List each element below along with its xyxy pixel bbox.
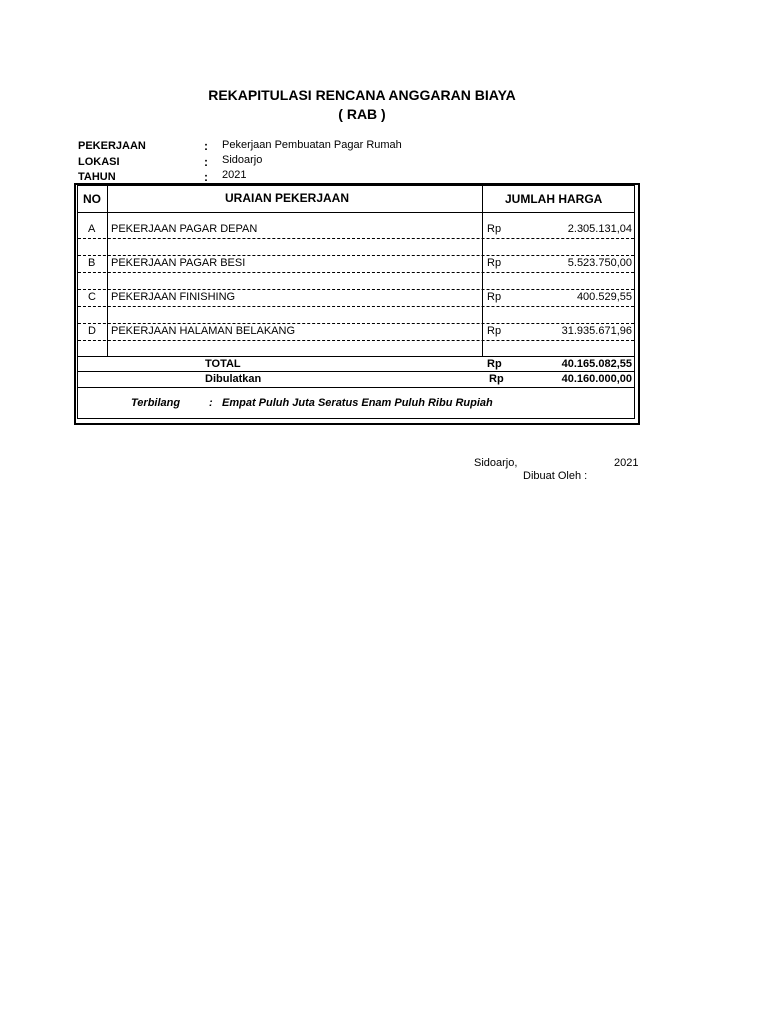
total-label: TOTAL xyxy=(205,358,241,370)
row-divider xyxy=(78,323,634,324)
meta-colon: : xyxy=(204,139,208,153)
rounded-label: Dibulatkan xyxy=(205,373,262,385)
meta-value-tahun: 2021 xyxy=(222,169,247,181)
row-b-currency: Rp xyxy=(487,257,502,269)
meta-colon: : xyxy=(204,170,208,184)
signature-place: Sidoarjo, xyxy=(474,457,518,469)
row-divider xyxy=(78,340,634,341)
row-d-amount: 31.935.671,96 xyxy=(561,325,632,337)
row-a-amount: 2.305.131,04 xyxy=(567,223,632,235)
row-d-no: D xyxy=(88,325,96,337)
row-a-no: A xyxy=(88,223,96,235)
rounded-currency: Rp xyxy=(489,373,504,385)
row-a-uraian: PEKERJAAN PAGAR DEPAN xyxy=(111,223,258,235)
row-divider xyxy=(78,289,634,290)
document-subtitle: ( RAB ) xyxy=(338,106,386,122)
signature-made-by: Dibuat Oleh : xyxy=(523,470,588,482)
total-top-divider xyxy=(77,356,635,357)
total-bottom-divider xyxy=(77,387,635,388)
row-d-uraian: PEKERJAAN HALAMAN BELAKANG xyxy=(111,325,296,337)
row-a-currency: Rp xyxy=(487,223,502,235)
row-divider xyxy=(78,272,634,273)
signature-year: 2021 xyxy=(614,457,639,469)
row-divider xyxy=(78,238,634,239)
terbilang-colon: : xyxy=(209,397,213,409)
meta-label-tahun: TAHUN xyxy=(78,171,116,183)
total-amount: 40.165.082,55 xyxy=(561,358,632,370)
column-divider-jumlah xyxy=(482,185,483,357)
header-uraian: URAIAN PEKERJAAN xyxy=(225,191,350,205)
meta-value-pekerjaan: Pekerjaan Pembuatan Pagar Rumah xyxy=(222,139,402,151)
terbilang-value: Empat Puluh Juta Seratus Enam Puluh Ribu Rupiah xyxy=(222,397,493,409)
header-no: NO xyxy=(83,192,101,206)
total-middle-divider xyxy=(77,371,635,372)
header-jumlah: JUMLAH HARGA xyxy=(505,192,603,206)
terbilang-label: Terbilang xyxy=(131,397,181,409)
row-divider xyxy=(78,306,634,307)
column-divider-no xyxy=(107,185,108,357)
row-c-no: C xyxy=(88,291,96,303)
meta-value-lokasi: Sidoarjo xyxy=(222,154,263,166)
meta-colon: : xyxy=(204,155,208,169)
meta-label-pekerjaan: PEKERJAAN xyxy=(78,140,146,152)
meta-label-lokasi: LOKASI xyxy=(78,156,120,168)
row-d-currency: Rp xyxy=(487,325,502,337)
document-title: REKAPITULASI RENCANA ANGGARAN BIAYA xyxy=(208,87,516,103)
row-b-no: B xyxy=(88,257,96,269)
rounded-amount: 40.160.000,00 xyxy=(561,373,632,385)
row-b-uraian: PEKERJAAN PAGAR BESI xyxy=(111,257,246,269)
row-c-currency: Rp xyxy=(487,291,502,303)
header-divider xyxy=(77,212,635,213)
total-currency: Rp xyxy=(487,358,502,370)
row-c-amount: 400.529,55 xyxy=(576,291,632,303)
row-b-amount: 5.523.750,00 xyxy=(567,257,632,269)
row-divider xyxy=(78,255,634,256)
row-c-uraian: PEKERJAAN FINISHING xyxy=(111,291,236,303)
